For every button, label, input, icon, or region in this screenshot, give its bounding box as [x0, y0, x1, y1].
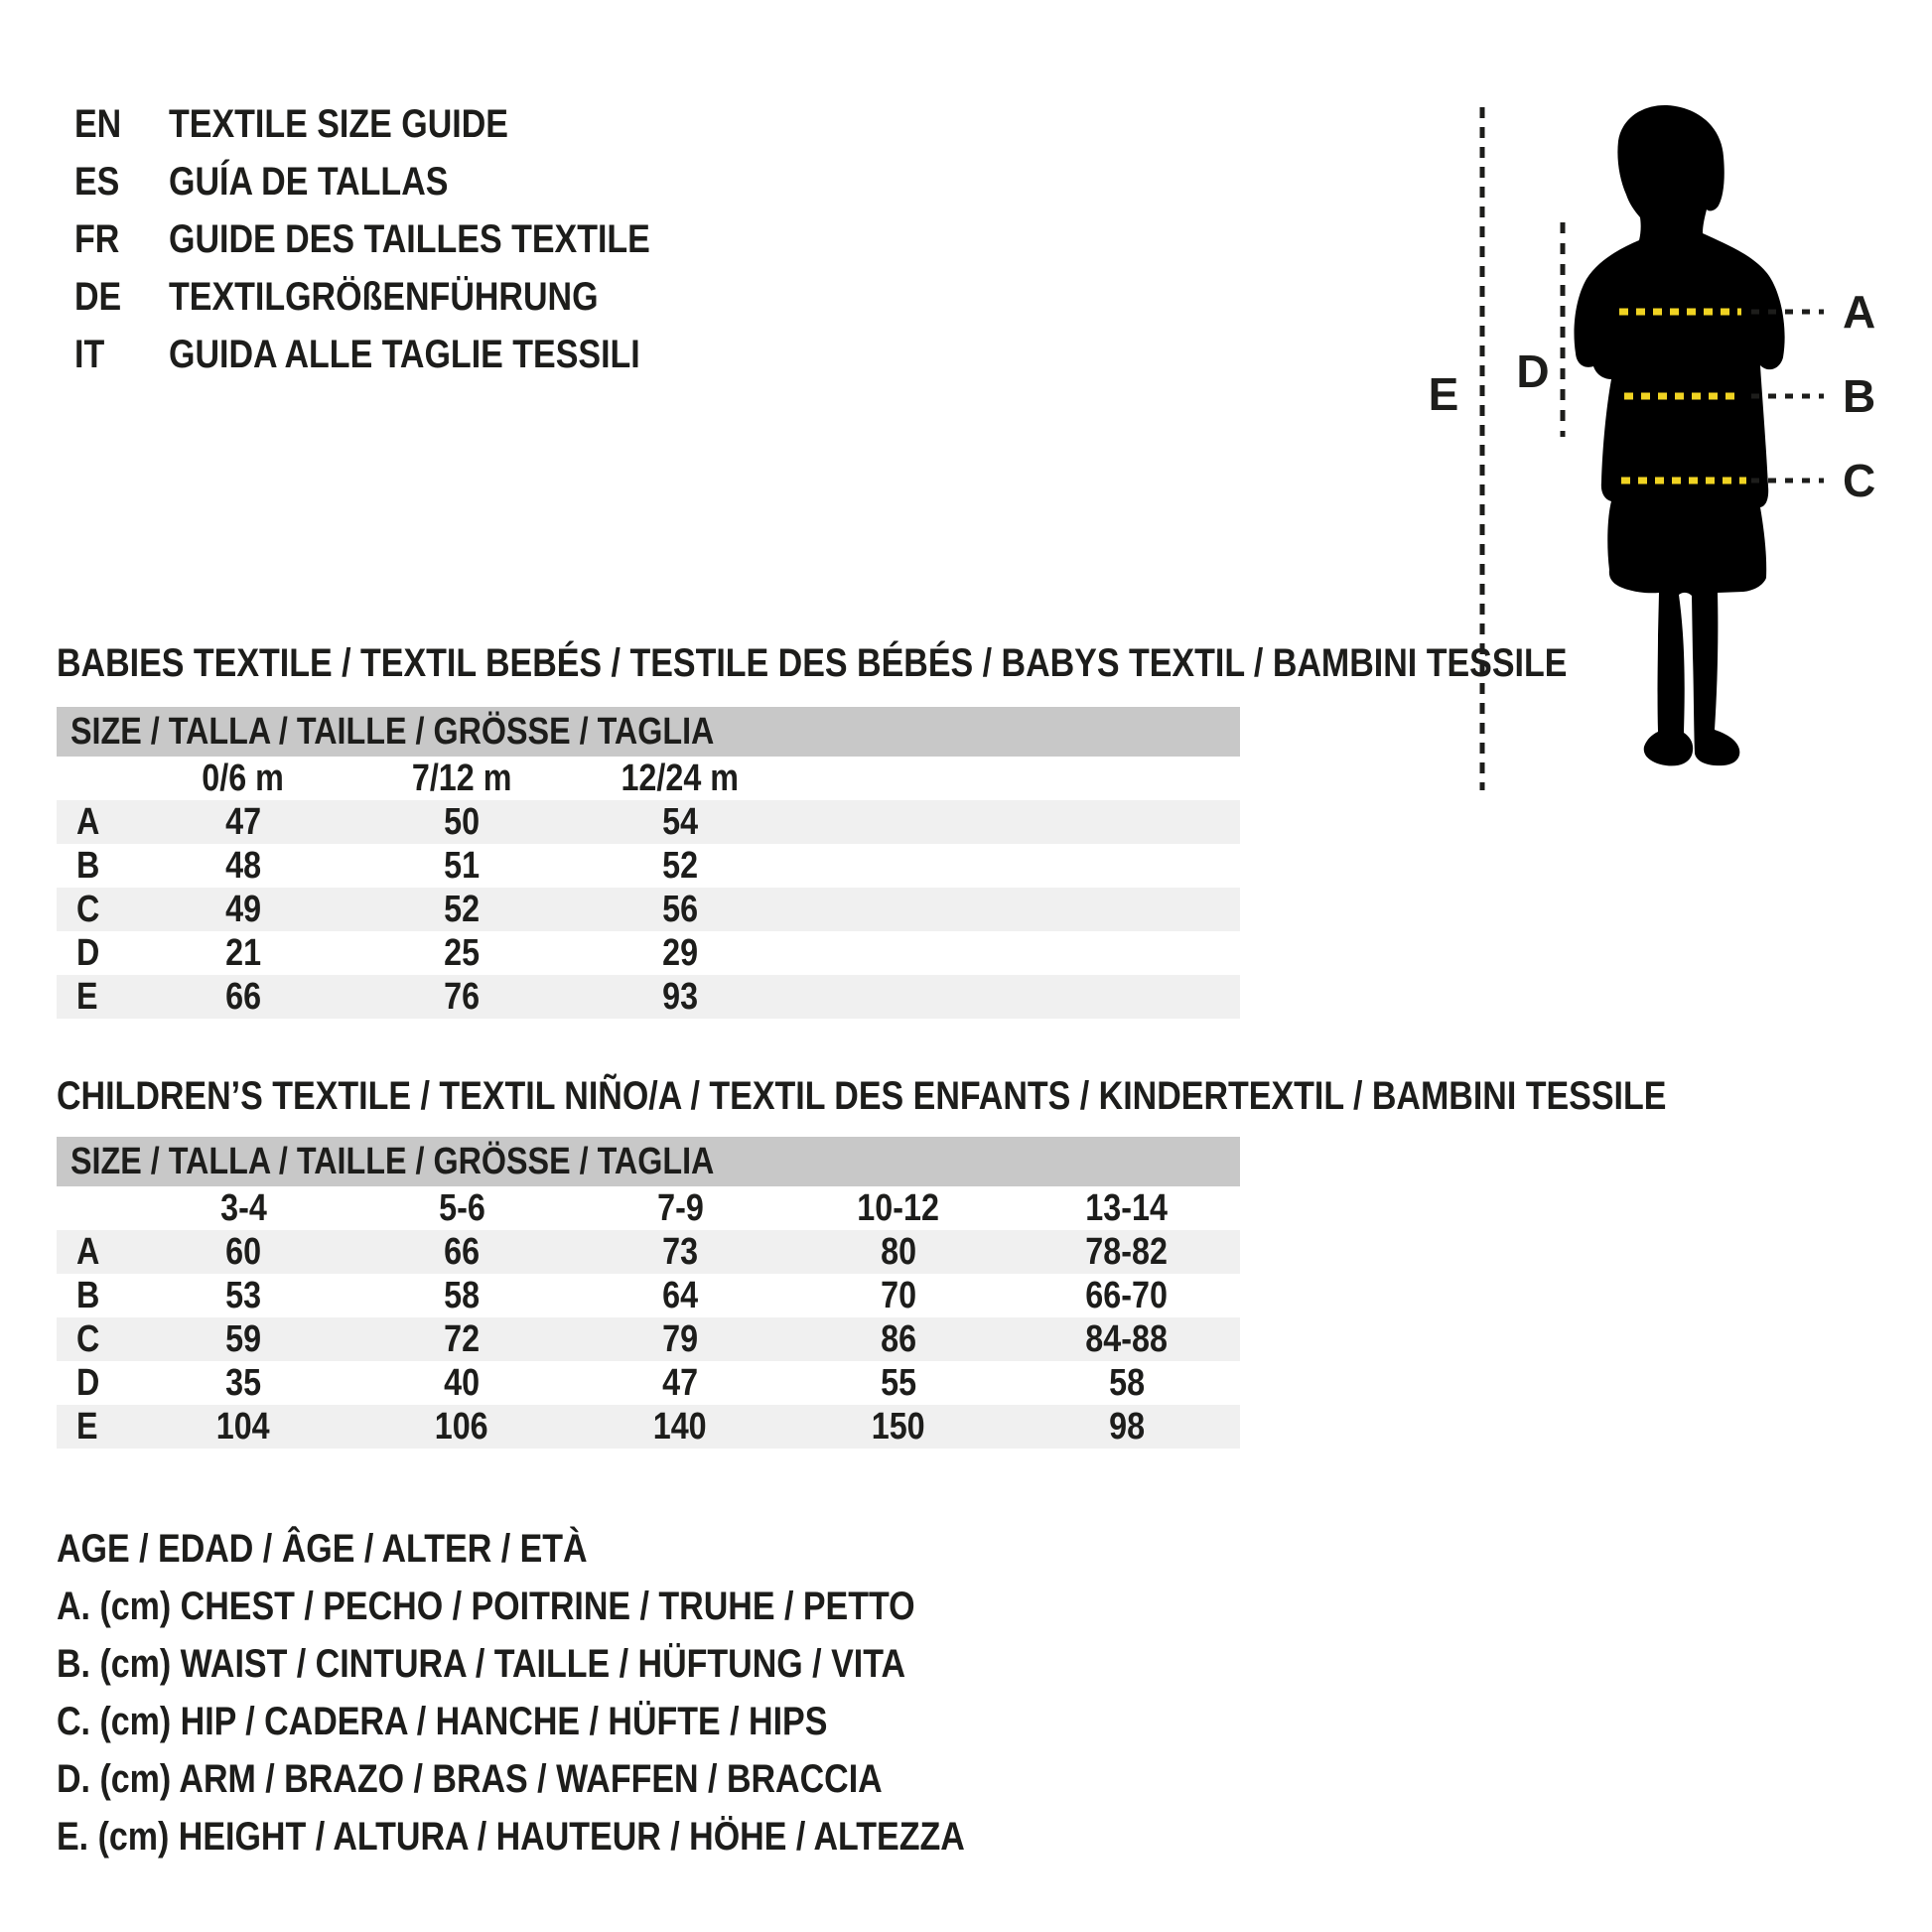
- children-section-heading: CHILDREN’S TEXTILE / TEXTIL NIÑO/A / TEXTIL DES ENFANTS / KINDERTEXTIL / BAMBINI TESSILE: [57, 1074, 1667, 1118]
- table-row: C 49 52 56: [57, 888, 1240, 931]
- title-row-de: [74, 268, 735, 326]
- title-row-it: [74, 326, 735, 383]
- title-it: GUIDA ALLE TAGLIE TESSILI: [169, 333, 640, 376]
- table-row: A 47 50 54: [57, 800, 1240, 844]
- lang-code-de: DE: [74, 275, 122, 319]
- children-column-header-row: [57, 1186, 1240, 1230]
- title-row-fr: [74, 210, 735, 268]
- table-row: B 53 58 64 70 66-70: [76, 1275, 1169, 1316]
- legend-height: E. (cm) HEIGHT / ALTURA / HAUTEUR / HÖHE / ALTEZZA: [57, 1815, 965, 1859]
- legend-age: AGE / EDAD / ÂGE / ALTER / ETÀ: [57, 1527, 588, 1571]
- figure-label-D: D: [1516, 345, 1550, 397]
- table-row: E 104 106 140 150 98: [57, 1405, 1240, 1449]
- legend-chest: A. (cm) CHEST / PECHO / POITRINE / TRUHE / PETTO: [57, 1585, 915, 1628]
- babies-size-header-bar: SIZE / TALLA / TAILLE / GRÖSSE / TAGLIA: [57, 707, 1240, 757]
- lang-code-it: IT: [74, 333, 105, 376]
- lang-code-fr: FR: [74, 217, 120, 261]
- title-row-es: [74, 153, 735, 210]
- title-row-en: [74, 95, 735, 153]
- table-row: B 48 51 52: [76, 845, 698, 887]
- children-col-3-4: 3-4: [219, 1187, 267, 1229]
- children-size-header-bar: SIZE / TALLA / TAILLE / GRÖSSE / TAGLIA: [57, 1137, 1240, 1186]
- figure-label-A: A: [1843, 286, 1876, 338]
- table-row: D 35 40 47 55 58: [76, 1362, 1145, 1404]
- lang-code-es: ES: [74, 160, 120, 204]
- legend-waist: B. (cm) WAIST / CINTURA / TAILLE / HÜFTUNG / VITA: [57, 1642, 906, 1686]
- measurement-legend: [57, 1520, 1125, 1865]
- title-de: TEXTILGRÖßENFÜHRUNG: [169, 275, 599, 319]
- children-col-13-14: 13-14: [1085, 1187, 1169, 1229]
- table-row: C 59 72 79 86 84-88: [57, 1317, 1240, 1361]
- babies-section-heading: BABIES TEXTILE / TEXTIL BEBÉS / TESTILE DES BÉBÉS / BABYS TEXTIL / BAMBINI TESSILE: [57, 641, 1568, 685]
- legend-arm: D. (cm) ARM / BRAZO / BRAS / WAFFEN / BRACCIA: [57, 1757, 883, 1801]
- language-title-block: [74, 95, 735, 383]
- babies-column-header-row: [57, 757, 1240, 800]
- table-row: A 60 66 73 80 78-82: [57, 1230, 1240, 1274]
- babies-col-12-24m: 12/24 m: [621, 758, 740, 799]
- children-col-10-12: 10-12: [857, 1187, 940, 1229]
- children-col-7-9: 7-9: [656, 1187, 704, 1229]
- table-row: E 66 76 93: [57, 975, 1240, 1019]
- children-size-table: [57, 1137, 1240, 1449]
- figure-label-E: E: [1428, 368, 1459, 420]
- babies-col-7-12m: 7/12 m: [411, 758, 512, 799]
- babies-size-table: [57, 707, 1240, 1019]
- title-es: GUÍA DE TALLAS: [169, 160, 449, 204]
- legend-hip: C. (cm) HIP / CADERA / HANCHE / HÜFTE / HIPS: [57, 1700, 828, 1743]
- babies-col-0-6m: 0/6 m: [202, 758, 285, 799]
- table-row: D 21 25 29: [76, 932, 698, 974]
- children-col-5-6: 5-6: [438, 1187, 485, 1229]
- figure-label-B: B: [1843, 370, 1876, 422]
- figure-label-C: C: [1843, 455, 1876, 506]
- lang-code-en: EN: [74, 102, 122, 146]
- title-fr: GUIDE DES TAILLES TEXTILE: [169, 217, 650, 261]
- title-en: TEXTILE SIZE GUIDE: [169, 102, 508, 146]
